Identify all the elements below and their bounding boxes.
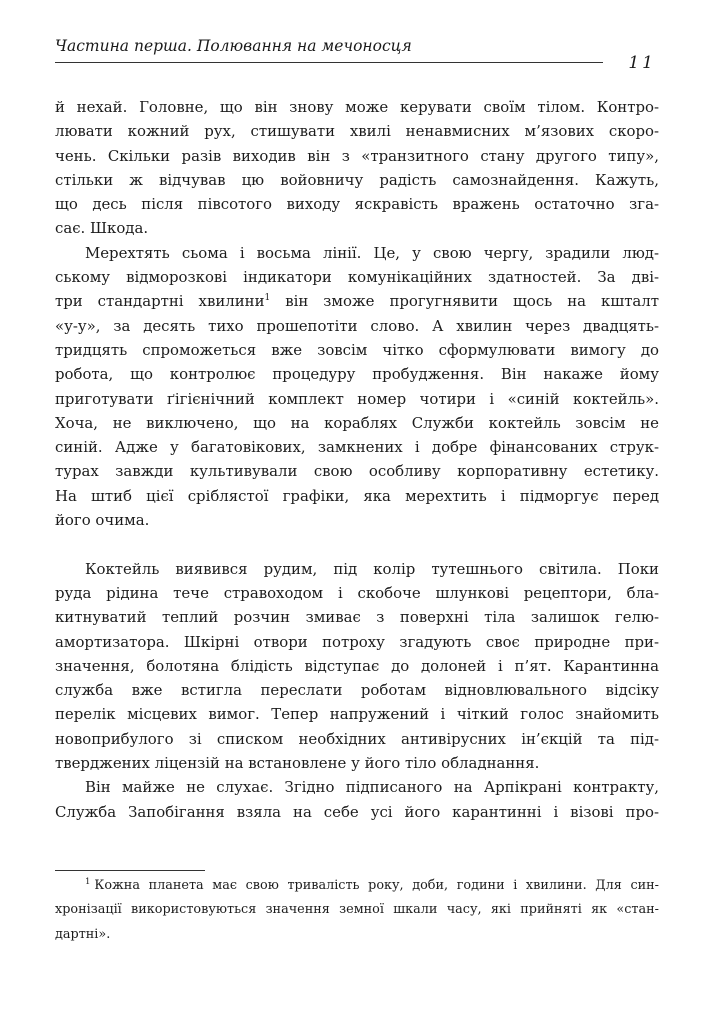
text-line: турах завжди культивували свою особливу корпоративну естетику. [55,462,659,481]
text-line: приготувати ґігієнічний комплект номер чотири і «синій коктейль». [55,389,659,408]
text-line: стільки ж відчував цю войовничу радість самознайдення. Кажуть, [55,170,659,189]
text-line: Він майже не слухає. Згідно підписаного на Арпікрані контракту, [85,778,659,797]
text-line: Хоча, не виключено, що на кораблях Служби коктейль зовсім не [55,413,659,432]
text-line: Коктейль виявився рудим, під колір тутешнього світила. Поки [85,559,659,578]
section-break [55,532,659,556]
text-line: служба вже встигла переслати роботам відновлювального відсіку [55,681,659,700]
text-line: й нехай. Головне, що він знову може керувати своїм тілом. Контро- [55,98,659,116]
footnote-reference: 1 [264,293,271,304]
running-title: Частина перша. Полювання на мечоносця [55,37,412,55]
text-line: амортизатора. Шкірні отвори потроху згадують своє природне при- [55,632,659,651]
text-line: тверджених ліцензій на встановлене у його тіло обладнання. [55,754,540,773]
text-fragment: три стандартні хвилини [55,292,265,311]
text-line: значення, болотяна блідість відступає до долоней і п’ят. Карантинна [55,656,659,675]
text-line: «у-у», за десять тихо прошепотіти слово. А хвилин через двадцять- [55,316,659,335]
page-number: 11 [628,53,656,73]
footnote-line [55,876,659,900]
text-line: його очима. [55,511,150,530]
footnote [55,876,659,949]
text-line: робота, що контролює процедуру пробудження. Він накаже йому [55,365,659,384]
text-line: чень. Скільки разів виходив він з «транзитного стану другого типу», [55,146,659,165]
text-fragment: він зможе прогугнявити щось на кшталт [270,292,660,311]
text-line: новоприбулого зі списком необхідних антивірусних ін’єкцій та під- [55,729,659,748]
text-line: що десь після півсотого виходу яскравість вражень остаточно зга- [55,195,659,214]
footnote-line: хронізації використовуються значення земної шкали часу, які прийняті як «стан- [55,902,659,918]
text-line: перелік місцевих вимог. Тепер напружений і чіткий голос знайомить [55,705,659,724]
text-line-with-footnote [55,289,659,313]
text-line: Служба Запобігання взяла на себе усі його карантинні і візові про- [55,802,659,821]
text-line: лювати кожний рух, стишувати хвилі ненавмисних м’язових скоро- [55,122,659,141]
text-line: тридцять спроможеться вже зовсім чітко сформулювати вимогу до [55,340,659,359]
text-line: Мерехтять сьома і восьма лінії. Це, у свою чергу, зрадили люд- [85,243,659,262]
header-rule [55,62,603,63]
footnote-line: дартні». [55,926,111,942]
text-line: китнуватий теплий розчин змиває з поверхні тіла залишок гелю- [55,608,659,627]
footnote-text: Кожна планета має свою тривалість року, доби, години і хвилини. Для син- [94,878,659,893]
text-line: сає. Шкода. [55,219,149,238]
body-text [55,95,659,824]
footnote-rule [55,870,205,871]
text-line: ському відморозкові індикатори комунікаційних здатностей. За дві- [55,268,659,287]
text-line: руда рідина тече стравоходом і скобоче шлункові рецептори, бла- [55,583,659,602]
footnote-mark: 1 [85,876,91,887]
text-line: На штиб цієї сріблястої графіки, яка мерехтить і підморгує перед [55,486,659,505]
text-line: синій. Адже у багатовікових, замкнених і добре фінансованих струк- [55,438,659,457]
